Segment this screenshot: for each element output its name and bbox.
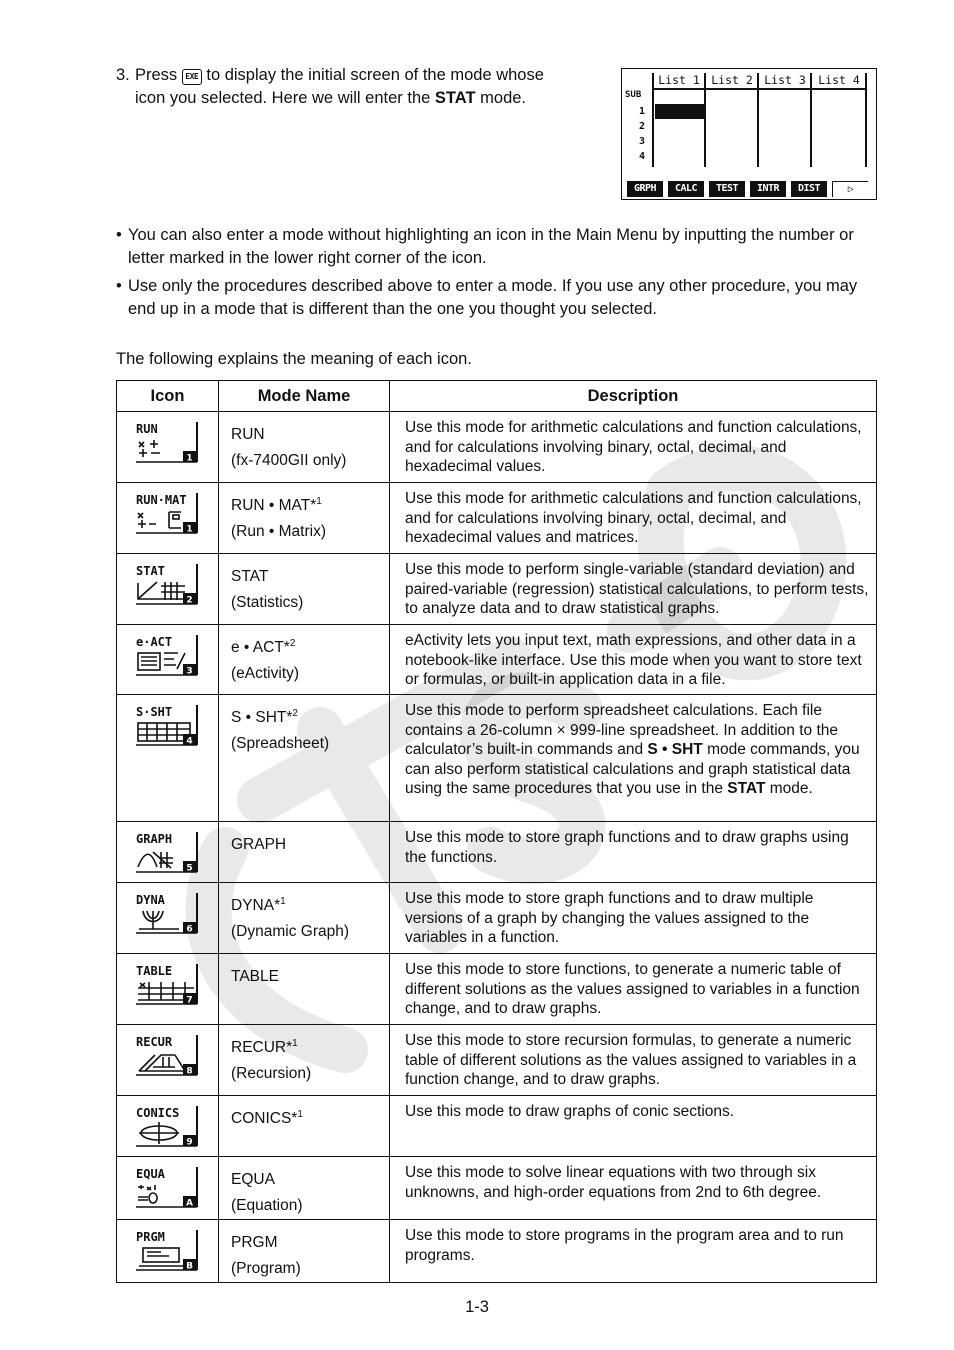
mode-name: EQUA xyxy=(231,1171,275,1188)
graph-icon xyxy=(135,830,201,876)
icon-label: e·ACT xyxy=(136,635,173,649)
header-description: Description xyxy=(390,381,877,412)
footnote-mark: 1 xyxy=(316,495,322,507)
mode-name-cell xyxy=(219,483,390,554)
row-number: 2 xyxy=(639,121,646,132)
icon-cell xyxy=(117,883,219,954)
description-text: Use this mode to store graph functions and to draw graphs using the functions. xyxy=(405,829,849,866)
table-row xyxy=(117,1025,877,1096)
mode-name-cell xyxy=(219,1157,390,1220)
fkey-calc: CALC xyxy=(668,181,704,197)
step-number: 3. xyxy=(116,66,130,84)
icon-cell xyxy=(117,695,219,822)
icon-number: 6 xyxy=(186,924,193,935)
table-row xyxy=(117,483,877,554)
icon-number: 1 xyxy=(186,453,193,464)
mode-name-cell xyxy=(219,554,390,625)
prgm-icon xyxy=(135,1228,201,1274)
mode-name-cell xyxy=(219,1096,390,1157)
step-text-after: to display the initial screen of the mode whose icon you selected. Here we will enter the xyxy=(135,66,544,107)
fkey-test: TEST xyxy=(709,181,745,197)
mode-subname: (fx-7400GII only) xyxy=(231,452,347,469)
recur-icon xyxy=(135,1033,201,1079)
mode-subname: (Run • Matrix) xyxy=(231,523,326,540)
icon-cell xyxy=(117,412,219,483)
cell-cursor xyxy=(655,104,704,119)
mode-subname: (Dynamic Graph) xyxy=(231,923,349,940)
icon-label: GRAPH xyxy=(136,832,173,846)
equa-icon xyxy=(135,1165,201,1211)
stat-mode-bold: STAT xyxy=(434,88,476,107)
fkey-next-arrow: ▷ xyxy=(832,181,868,197)
description-cell xyxy=(390,695,877,822)
bullet-dot: • xyxy=(116,277,122,295)
fkey-dist: DIST xyxy=(791,181,827,197)
icon-number: 8 xyxy=(186,1066,193,1077)
description-text: mode. xyxy=(765,780,813,797)
table-icon xyxy=(135,962,201,1008)
icon-cell xyxy=(117,483,219,554)
icon-label: TABLE xyxy=(136,964,173,978)
list-header: List 4 xyxy=(818,73,860,87)
icon-label: STAT xyxy=(136,564,165,578)
description-text: Use this mode to store functions, to generate a numeric table of different solutions as the values assigned to variables in a function change, and to draw graphs. xyxy=(405,961,860,1017)
icon-label: CONICS xyxy=(136,1106,180,1120)
page-number: 1-3 xyxy=(465,1298,489,1316)
description-text: Use this mode to store programs in the program area and to run programs. xyxy=(405,1227,844,1264)
fkey-grph: GRPH xyxy=(627,181,663,197)
description-cell xyxy=(390,412,877,483)
bullet-item xyxy=(116,275,876,320)
step-text-end: mode. xyxy=(480,88,527,107)
icon-label: RUN·MAT xyxy=(136,493,187,507)
icon-number: 5 xyxy=(186,863,193,874)
description-cell xyxy=(390,1025,877,1096)
mode-name-cell xyxy=(219,412,390,483)
description-cell xyxy=(390,1220,877,1283)
description-text: Use this mode to store recursion formulas, to generate a numeric table of different solutions as the values assigned to variables in a function change, and to draw graphs. xyxy=(405,1032,857,1088)
bullet-list xyxy=(116,224,876,326)
table-row xyxy=(117,883,877,954)
mode-name-cell xyxy=(219,954,390,1025)
mode-name-cell xyxy=(219,1220,390,1283)
icon-cell xyxy=(117,625,219,695)
table-header-row xyxy=(117,381,877,412)
icon-label: S·SHT xyxy=(136,705,173,719)
icon-cell xyxy=(117,1220,219,1283)
mode-name: RECUR* xyxy=(231,1039,293,1056)
mode-subname: (Statistics) xyxy=(231,594,304,611)
mode-name: RUN • MAT* xyxy=(231,497,317,514)
description-text: S • SHT xyxy=(647,741,703,758)
table-row xyxy=(117,695,877,822)
mode-name: STAT xyxy=(231,568,269,585)
footnote-mark: 2 xyxy=(292,707,298,719)
run-icon xyxy=(135,420,201,466)
icon-number: 1 xyxy=(186,524,193,535)
row-number: 3 xyxy=(639,136,646,147)
icon-cell xyxy=(117,1096,219,1157)
description-cell xyxy=(390,483,877,554)
table-row xyxy=(117,625,877,695)
bullet-text: You can also enter a mode without highlighting an icon in the Main Menu by inputting the number or letter marked in the lower right corner of the icon. xyxy=(128,226,854,267)
description-text: Use this mode for arithmetic calculations and function calculations, and for calculations involving binary, octal, decimal, and hexadecimal values. xyxy=(405,419,862,475)
footnote-mark: 1 xyxy=(292,1037,298,1049)
description-text: Use this mode to draw graphs of conic sections. xyxy=(405,1103,735,1120)
calculator-screen xyxy=(621,68,877,200)
list-header: List 2 xyxy=(711,73,753,87)
exe-key-icon: EXE xyxy=(182,69,202,85)
mode-name: TABLE xyxy=(231,968,279,985)
dyna-icon xyxy=(135,891,201,937)
description-text: Use this mode to store graph functions and to draw multiple versions of a graph by changing the values assigned to the variables in a function. xyxy=(405,890,814,946)
mode-subname: (Recursion) xyxy=(231,1065,312,1082)
table-row xyxy=(117,822,877,883)
table-row xyxy=(117,1220,877,1283)
table-row xyxy=(117,1096,877,1157)
bullet-text: Use only the procedures described above to enter a mode. If you use any other procedure, you may end up in a mode that is different than the one you thought you selected. xyxy=(128,277,858,318)
mode-name-cell xyxy=(219,625,390,695)
icon-number: 9 xyxy=(186,1137,193,1148)
footnote-mark: 1 xyxy=(280,895,286,907)
table-row xyxy=(117,1157,877,1220)
description-cell xyxy=(390,554,877,625)
icon-number: 4 xyxy=(186,736,193,747)
description-text: eActivity lets you input text, math expressions, and other data in a notebook-like interface. Use this mode when you want to store text or formulas, or built-in application data in a file. xyxy=(405,632,862,688)
description-cell xyxy=(390,883,877,954)
icon-number: 7 xyxy=(186,995,193,1006)
fkey-intr: INTR xyxy=(750,181,786,197)
mode-name: RUN xyxy=(231,426,265,443)
mode-subname: (eActivity) xyxy=(231,665,300,682)
mode-name-cell xyxy=(219,822,390,883)
icon-label: EQUA xyxy=(136,1167,165,1181)
icon-table xyxy=(116,380,877,1283)
description-cell xyxy=(390,1096,877,1157)
intro-text: The following explains the meaning of each icon. xyxy=(116,350,472,368)
mode-name: PRGM xyxy=(231,1234,278,1251)
row-number: 4 xyxy=(639,151,646,162)
mode-name: CONICS* xyxy=(231,1110,298,1127)
icon-number: 3 xyxy=(186,666,193,677)
icon-label: DYNA xyxy=(136,893,165,907)
description-cell xyxy=(390,822,877,883)
description-cell xyxy=(390,625,877,695)
mode-subname: (Equation) xyxy=(231,1197,303,1214)
description-cell xyxy=(390,1157,877,1220)
icon-label: PRGM xyxy=(136,1230,165,1244)
mode-name: GRAPH xyxy=(231,836,287,853)
mode-name: DYNA* xyxy=(231,897,281,914)
bullet-item xyxy=(116,224,876,269)
description-cell xyxy=(390,954,877,1025)
icon-cell xyxy=(117,1157,219,1220)
mode-name-cell xyxy=(219,1025,390,1096)
mode-name-cell xyxy=(219,883,390,954)
e-act-icon xyxy=(135,633,201,679)
conics-icon xyxy=(135,1104,201,1150)
description-text: Use this mode for arithmetic calculations and function calculations, and for calculations involving binary, octal, decimal, and hexadecimal values and matrices. xyxy=(405,490,862,546)
header-icon: Icon xyxy=(117,381,219,412)
mode-subname: (Program) xyxy=(231,1260,301,1277)
s-sht-icon xyxy=(135,703,201,749)
icon-label: RUN xyxy=(136,422,158,436)
mode-name: S • SHT* xyxy=(231,709,293,726)
table-row xyxy=(117,954,877,1025)
icon-cell xyxy=(117,554,219,625)
description-text: STAT xyxy=(727,780,766,797)
table-row xyxy=(117,554,877,625)
list-header: List 3 xyxy=(764,73,806,87)
icon-label: RECUR xyxy=(136,1035,173,1049)
mode-name: e • ACT* xyxy=(231,639,290,656)
row-number: 1 xyxy=(639,106,646,117)
mode-name-cell xyxy=(219,695,390,822)
table-row xyxy=(117,412,877,483)
description-text: Use this mode to perform single-variable (standard deviation) and paired-variable (regression) statistical calculations, to perform tests, to analyze data and to draw statistical graphs. xyxy=(405,561,869,617)
description-text: Use this mode to solve linear equations with two through six unknowns, and high-order equations from 2nd to 6th degree. xyxy=(405,1164,822,1201)
description-text: Use this mode to perform spreadsheet calculations. Each file contains a 26-column × 999-line spreadsheet. In addition to the calculator’s built-in commands and xyxy=(405,702,838,758)
header-mode-name: Mode Name xyxy=(219,381,390,412)
icon-number: A xyxy=(186,1198,193,1209)
icon-cell xyxy=(117,822,219,883)
description-text: mode commands, you can also perform statistical calculations and graph statistical data using the same procedures that you use in the xyxy=(405,741,860,797)
icon-number: 2 xyxy=(186,595,193,606)
list-header: List 1 xyxy=(658,73,700,87)
step-3 xyxy=(116,64,566,109)
mode-subname: (Spreadsheet) xyxy=(231,735,330,752)
bullet-dot: • xyxy=(116,226,122,244)
icon-number: B xyxy=(186,1261,193,1272)
footnote-mark: 1 xyxy=(297,1108,303,1120)
icon-cell xyxy=(117,954,219,1025)
sub-label: SUB xyxy=(625,90,642,100)
icon-cell xyxy=(117,1025,219,1096)
step-text-before: Press xyxy=(135,66,178,84)
run-mat-icon xyxy=(135,491,201,537)
stat-icon xyxy=(135,562,201,608)
footnote-mark: 2 xyxy=(289,637,296,649)
